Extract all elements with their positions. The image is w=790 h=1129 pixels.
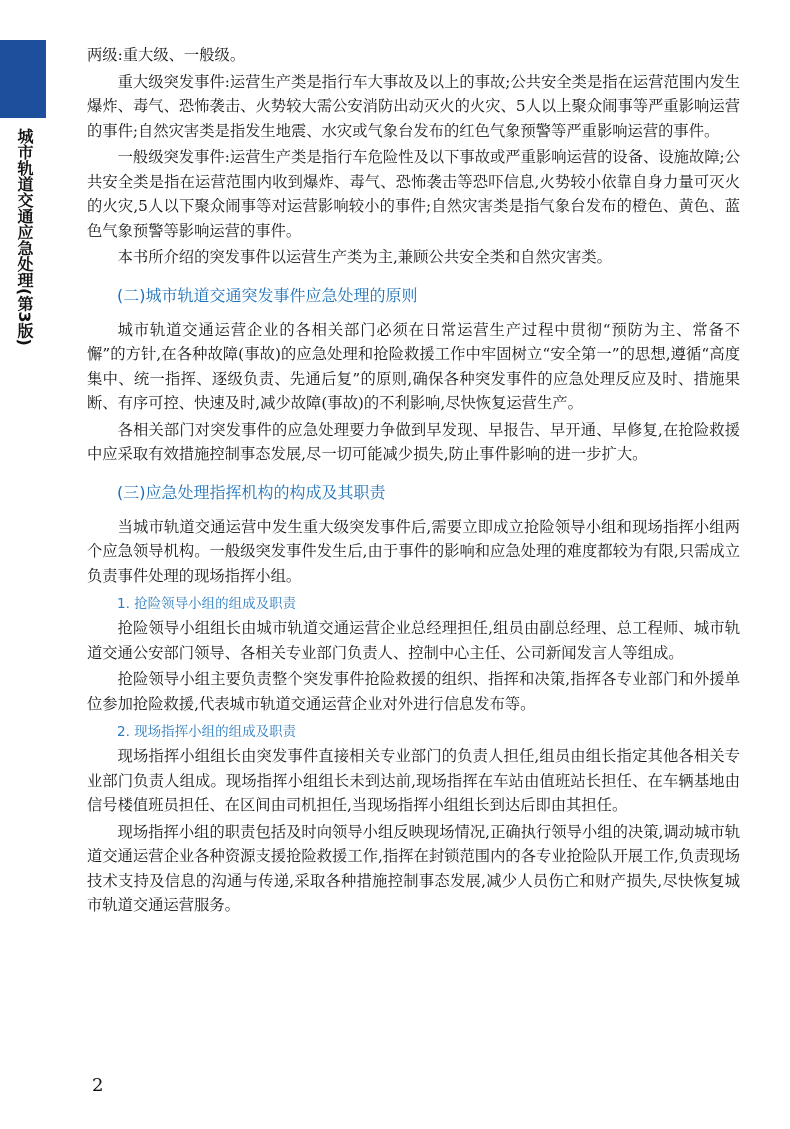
running-book-title: 城市轨道交通应急处理(第3版)	[15, 128, 34, 346]
side-color-block	[0, 40, 46, 118]
page-number: 2	[92, 1075, 104, 1096]
subsection-heading: 1. 抢险领导小组的组成及职责	[117, 596, 297, 612]
paragraph: 抢险领导小组组长由城市轨道交通运营企业总经理担任,组员由副总经理、总工程师、城市轨道交通公安部门领导、各相关专业部门负责人、控制中心主任、公司新闻发言人等组成。	[87, 619, 740, 662]
paragraph: 两级:重大级、一般级。	[87, 46, 246, 64]
paragraph: 现场指挥小组的职责包括及时向领导小组反映现场情况,正确执行领导小组的决策,调动城市轨道交通运营企业各种资源支援抢险救援工作,指挥在封锁范围内的各专业抢险队开展工作,负责现场技术支持及信息的沟通与传递,采取各种措施控制事态发展,减少人员伤亡和财产损失,尽快恢复城市轨道交通运营服务。	[87, 822, 740, 914]
paragraph: 城市轨道交通运营企业的各相关部门必须在日常运营生产过程中贯彻“预防为主、常备不懈”的方针,在各种故障(事故)的应急处理和抢险救援工作中牢固树立“安全第一”的思想,遵循“高度集中、统一指挥、逐级负责、先通后复”的原则,确保各种突发事件的应急处理反应及时、措施果断、有序可控、快速及时,减少故障(事故)的不利影响,尽快恢复运营生产。	[87, 320, 740, 412]
paragraph: 现场指挥小组组长由突发事件直接相关专业部门的负责人担任,组员由组长指定其他各相关专业部门负责人组成。现场指挥小组组长未到达前,现场指挥在车站由值班站长担任、在车辆基地由信号楼值班员担任、在区间由司机担任,当现场指挥小组组长到达后即由其担任。	[87, 747, 740, 814]
paragraph: 一般级突发事件:运营生产类是指行车危险性及以下事故或严重影响运营的设备、设施故障;公共安全类是指在运营范围内收到爆炸、毒气、恐怖袭击等恐吓信息,火势较小依靠自身力量可灭火的火灾,5人以下聚众闹事等对运营影响较小的事件;自然灾害类是指气象台发布的橙色、黄色、蓝色气象预警等影响运营的事件。	[87, 148, 740, 240]
section-heading: (二)城市轨道交通突发事件应急处理的原则	[117, 285, 418, 305]
page-body	[87, 43, 740, 918]
subsection-heading: 2. 现场指挥小组的组成及职责	[117, 724, 297, 740]
paragraph: 重大级突发事件:运营生产类是指行车大事故及以上的事故;公共安全类是指在运营范围内发生爆炸、毒气、恐怖袭击、火势较大需公安消防出动灭火的火灾、5人以上聚众闹事等严重影响运营的事件;自然灾害类是指发生地震、水灾或气象台发布的红色气象预警等严重影响运营的事件。	[87, 72, 740, 140]
paragraph: 抢险领导小组主要负责整个突发事件抢险救援的组织、指挥和决策,指挥各专业部门和外援单位参加抢险救援,代表城市轨道交通运营企业对外进行信息发布等。	[87, 670, 740, 713]
paragraph: 各相关部门对突发事件的应急处理要力争做到早发现、早报告、早开通、早修复,在抢险救援中应采取有效措施控制事态发展,尽一切可能减少损失,防止事件影响的进一步扩大。	[87, 420, 740, 463]
paragraph: 本书所介绍的突发事件以运营生产类为主,兼顾公共安全类和自然灾害类。	[117, 248, 612, 266]
side-tab	[0, 0, 46, 1129]
section-heading: (三)应急处理指挥机构的构成及其职责	[117, 482, 386, 502]
paragraph: 当城市轨道交通运营中发生重大级突发事件后,需要立即成立抢险领导小组和现场指挥小组两个应急领导机构。一般级突发事件发生后,由于事件的影响和应急处理的难度都较为有限,只需成立负责事件处理的现场指挥小组。	[87, 517, 740, 585]
